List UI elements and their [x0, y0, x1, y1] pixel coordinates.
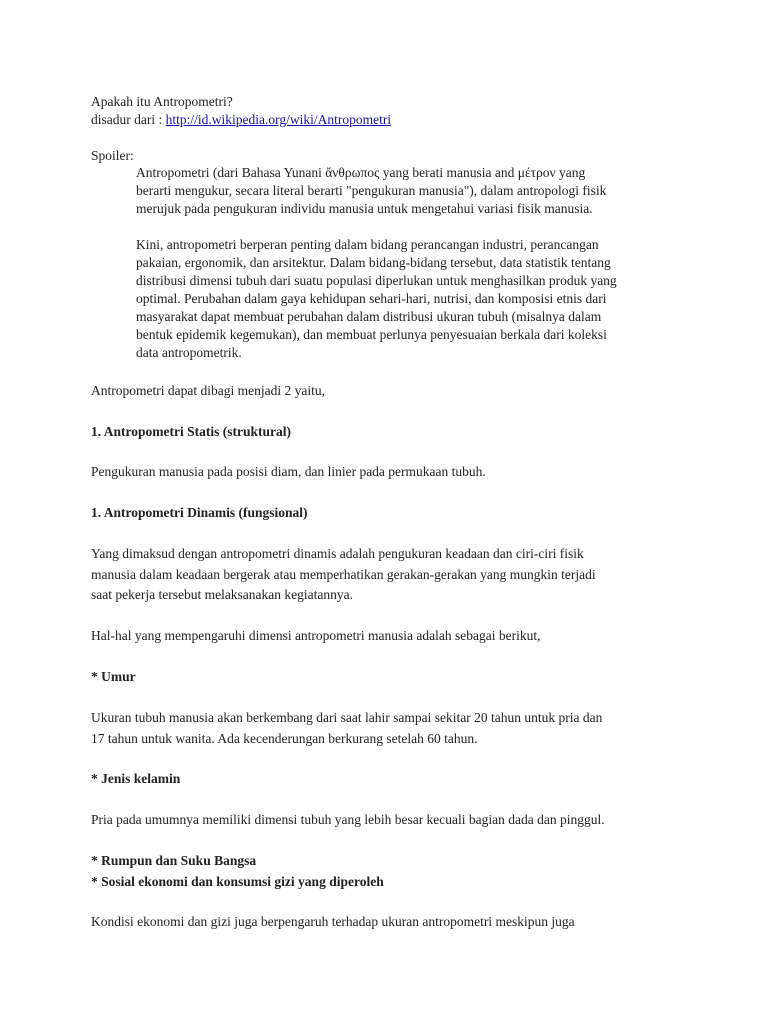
spoiler-para1-line: berarti mengukur, secara literal berarti "pengukuran manusia"), dalam antropologi fisik: [136, 183, 607, 198]
heading-dynamic: 1. Antropometri Dinamis (fungsional): [91, 505, 308, 520]
document-title: Apakah itu Antropometri?: [91, 94, 233, 109]
umur-text-line: 17 tahun untuk wanita. Ada kecenderungan berkurang setelah 60 tahun.: [91, 731, 478, 746]
gender-text: Pria pada umumnya memiliki dimensi tubuh yang lebih besar kecuali bagian dada dan pinggul.: [91, 812, 605, 827]
spoiler-para2-line: data antropometrik.: [136, 345, 242, 360]
spoiler-para1-line: Antropometri (dari Bahasa Yunani ἄνθρωπος yang berati manusia and μέτρον yang: [136, 165, 586, 180]
static-text: Pengukuran manusia pada posisi diam, dan linier pada permukaan tubuh.: [91, 464, 486, 479]
dynamic-text-line: Yang dimaksud dengan antropometri dinamis adalah pengukuran keadaan dan ciri-ciri fisik: [91, 546, 584, 561]
spoiler-label: Spoiler:: [91, 148, 134, 163]
factor-socio-heading: * Sosial ekonomi dan konsumsi gizi yang diperoleh: [91, 874, 384, 889]
factors-intro: Hal-hal yang mempengaruhi dimensi antropometri manusia adalah sebagai berikut,: [91, 628, 541, 643]
factor-umur-heading: * Umur: [91, 669, 136, 684]
intro-text: Antropometri dapat dibagi menjadi 2 yaitu,: [91, 383, 325, 398]
umur-text-line: Ukuran tubuh manusia akan berkembang dari saat lahir sampai sekitar 20 tahun untuk pria dan: [91, 710, 603, 725]
factor-race-heading: * Rumpun dan Suku Bangsa: [91, 853, 257, 868]
source-link[interactable]: http://id.wikipedia.org/wiki/Antropometri: [165, 112, 392, 127]
heading-static: 1. Antropometri Statis (struktural): [91, 424, 291, 439]
factor-gender-heading: * Jenis kelamin: [91, 771, 181, 786]
spoiler-para2-line: optimal. Perubahan dalam gaya kehidupan sehari-hari, nutrisi, dan komposisi etnis dari: [136, 291, 607, 306]
dynamic-text-line: manusia dalam keadaan bergerak atau memperhatikan gerakan-gerakan yang mungkin terjadi: [91, 567, 596, 582]
dynamic-text-line: saat pekerja tersebut melaksanakan kegiatannya.: [91, 587, 354, 602]
spoiler-para2-line: pakaian, ergonomik, dan arsitektur. Dalam bidang-bidang tersebut, data statistik tentang: [136, 255, 611, 270]
spoiler-para2-line: masyarakat dapat membuat perubahan dalam distribusi ukuran tubuh (misalnya dalam: [136, 309, 602, 324]
spoiler-para2-line: distribusi dimensi tubuh dari suatu populasi diperlukan untuk menghasilkan produk yang: [136, 273, 617, 288]
spoiler-para2-line: Kini, antropometri berperan penting dalam bidang perancangan industri, perancangan: [136, 237, 599, 252]
spoiler-para2-line: bentuk epidemik kegemukan), dan membuat perlunya penyesuaian berkala dari koleksi: [136, 327, 607, 342]
source-line: [91, 111, 391, 129]
socio-text: Kondisi ekonomi dan gizi juga berpengaruh terhadap ukuran antropometri meskipun juga: [91, 914, 575, 929]
spoiler-para1-line: merujuk pada pengukuran individu manusia untuk mengetahui variasi fisik manusia.: [136, 201, 593, 216]
source-prefix: disadur dari :: [91, 112, 166, 127]
